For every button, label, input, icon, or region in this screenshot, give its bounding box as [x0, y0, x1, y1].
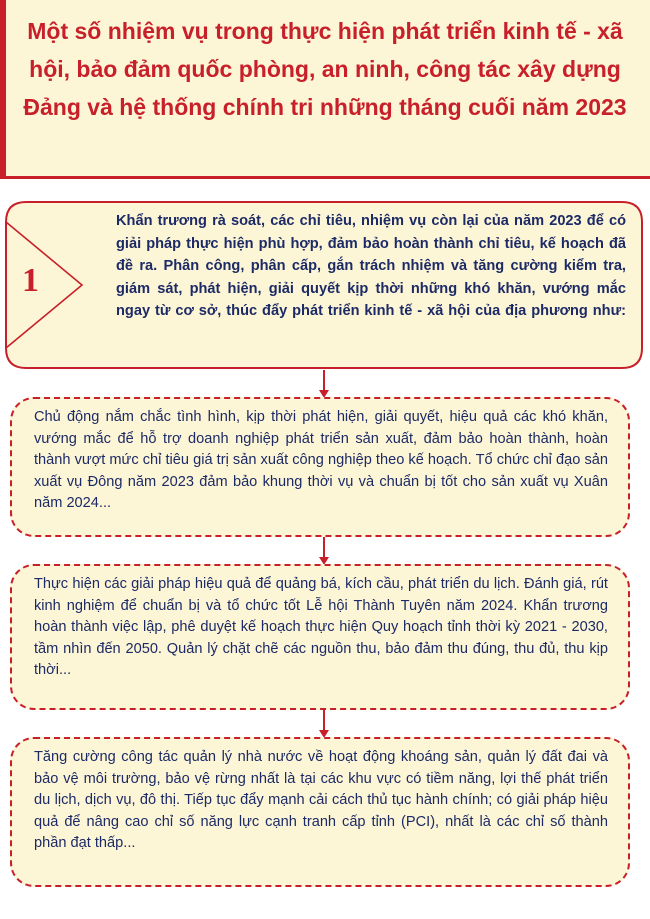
- main-step-box: [4, 200, 644, 370]
- task-card-text: Thực hiện các giải pháp hiệu quả để quảng bá, kích cầu, phát triển du lịch. Đánh giá, rút kinh nghiệm để chuẩn bị và tổ chức tốt Lễ hội Thành Tuyên năm 2024. Khẩn trương hoàn thành việc lập, phê duyệt kế hoạch thực hiện Quy hoạch tỉnh thời kỳ 2021 - 2030, tầm nhìn đến 2050. Quản lý chặt chẽ các nguồn thu, bảo đảm thu đúng, thu đủ, thu kịp thời...: [34, 576, 608, 679]
- header-banner: [0, 0, 650, 179]
- arrow-down-icon: [319, 370, 329, 398]
- task-card-2: [10, 564, 630, 710]
- arrow-down-icon: [319, 710, 329, 738]
- step-number: 1: [22, 262, 39, 299]
- arrow-down-icon: [319, 537, 329, 565]
- task-card-text: Tăng cường công tác quản lý nhà nước về hoạt động khoáng sản, quản lý đất đai và bảo vệ môi trường, bảo vệ rừng nhất là tại các khu vực có tiềm năng, lợi thế phát triển du lịch, dịch vụ, đô thị. Tiếp tục đẩy mạnh cải cách thủ tục hành chính; có giải pháp hiệu quả để nâng cao chỉ số năng lực cạnh tranh cấp tỉnh (PCI), nhất là các chỉ số thành phần đạt thấp...: [34, 749, 608, 852]
- task-card-3: [10, 737, 630, 887]
- task-card-1: [10, 397, 630, 537]
- page-title: Một số nhiệm vụ trong thực hiện phát triển kinh tế - xã hội, bảo đảm quốc phòng, an ninh, công tác xây dựng Đảng và hệ thống chính tri những tháng cuối năm 2023: [23, 18, 627, 120]
- step-description: Khẩn trương rà soát, các chỉ tiêu, nhiệm vụ còn lại của năm 2023 để có giải pháp thực hiện phù hợp, đảm bảo hoàn thành chỉ tiêu, kế hoạch đã đề ra. Phân công, phân cấp, gắn trách nhiệm và tăng cường kiểm tra, giám sát, phát hiện, giải quyết kịp thời những khó khăn, vướng mắc ngay từ cơ sở, thúc đẩy phát triển kinh tế - xã hội của địa phương như:: [116, 213, 626, 320]
- header-accent-bar: [0, 0, 6, 176]
- task-card-text: Chủ động nắm chắc tình hình, kịp thời phát hiện, giải quyết, hiệu quả các khó khăn, vướng mắc để hỗ trợ doanh nghiệp phát triển sản xuất, đảm bảo hoàn thành, hoàn thành vượt mức chỉ tiêu giá trị sản xuất công nghiệp theo kế hoạch. Tổ chức chỉ đạo sản xuất vụ Đông năm 2023 đảm bảo khung thời vụ và chuẩn bị tốt cho sản xuất vụ Xuân năm 2024...: [34, 409, 608, 512]
